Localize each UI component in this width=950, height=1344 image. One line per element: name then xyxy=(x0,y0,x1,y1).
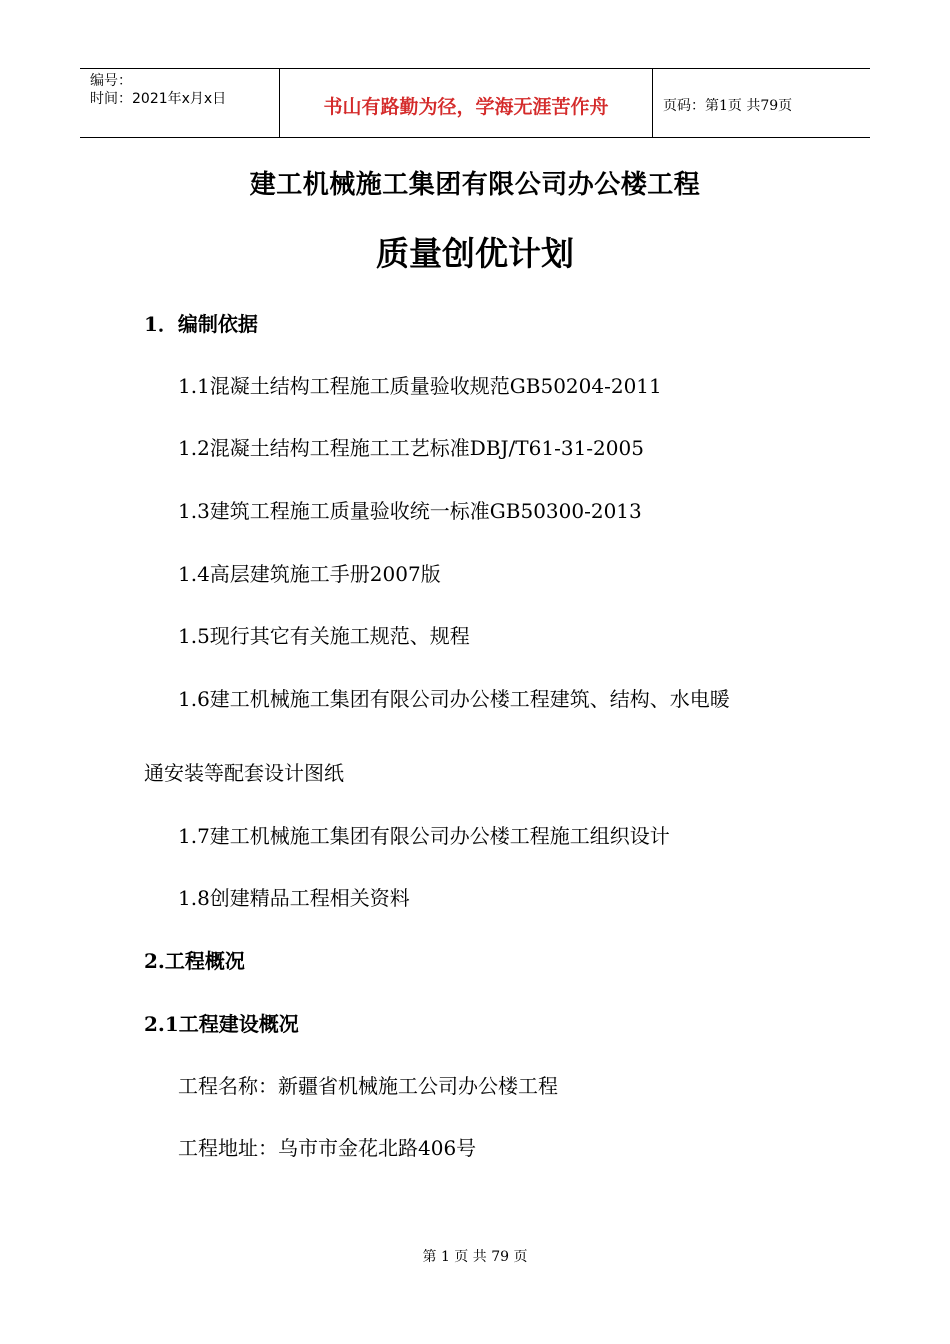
basis-item-6-continuation: 通安装等配套设计图纸 xyxy=(144,761,344,785)
project-name: 工程名称：新疆省机械施工公司办公楼工程 xyxy=(178,1074,558,1098)
basis-item-1: 1.1混凝土结构工程施工质量验收规范GB50204-2011 xyxy=(178,374,662,398)
document-subtitle: 质量创优计划 xyxy=(376,234,574,273)
document-title: 建工机械施工集团有限公司办公楼工程 xyxy=(249,170,701,200)
basis-item-4: 1.4高层建筑施工手册2007版 xyxy=(178,562,441,586)
basis-item-2: 1.2混凝土结构工程施工工艺标准DBJ/T61-31-2005 xyxy=(178,436,644,460)
page-header xyxy=(80,68,870,138)
section-heading-basis: 1．编制依据 xyxy=(144,312,258,336)
basis-item-3: 1.3建筑工程施工质量验收统一标准GB50300-2013 xyxy=(178,499,642,523)
header-page-info: 页码：第1页 共79页 xyxy=(663,98,793,114)
section-heading-construction-overview: 2.1工程建设概况 xyxy=(144,1012,299,1036)
document-time-label: 时间：2021年x月x日 xyxy=(90,91,227,107)
header-meta xyxy=(80,69,280,137)
section-heading-overview: 2.工程概况 xyxy=(144,949,245,973)
page-footer: 第 1 页 共 79 页 xyxy=(422,1249,528,1265)
basis-item-8: 1.8创建精品工程相关资料 xyxy=(178,886,410,910)
basis-item-5: 1.5现行其它有关施工规范、规程 xyxy=(178,624,470,648)
basis-item-7: 1.7建工机械施工集团有限公司办公楼工程施工组织设计 xyxy=(178,824,670,848)
basis-item-6: 1.6建工机械施工集团有限公司办公楼工程建筑、结构、水电暖 xyxy=(178,687,730,711)
document-number-label: 编号： xyxy=(90,73,132,89)
project-address: 工程地址：乌市市金花北路406号 xyxy=(178,1136,477,1160)
header-motto: 书山有路勤为径，学海无涯苦作舟 xyxy=(280,69,653,137)
